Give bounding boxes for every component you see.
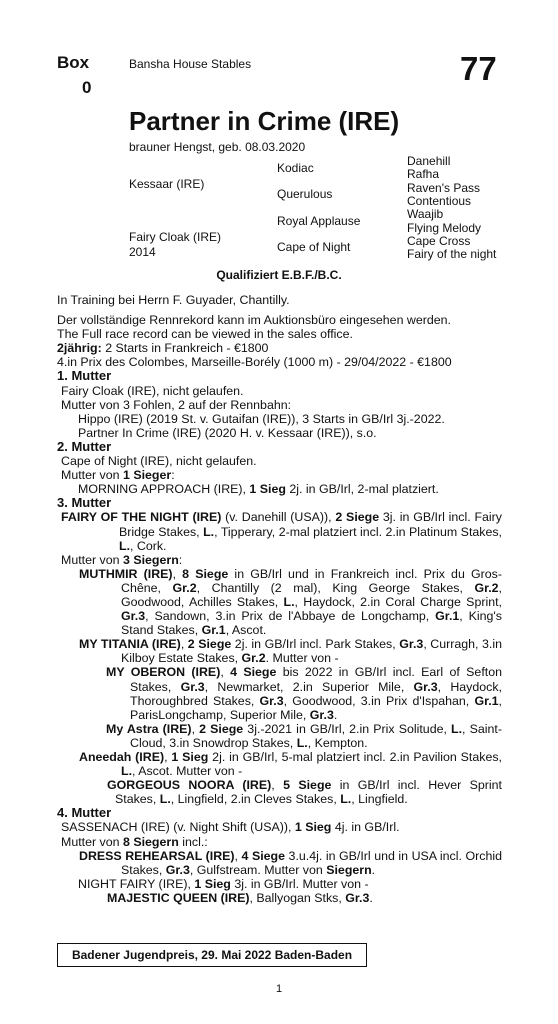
box-number: 0 [82, 78, 92, 97]
pedigree-ggen: Cape Cross [407, 234, 471, 248]
pedigree-ggen: Raven's Pass [407, 181, 480, 195]
offspring-muthmir: MUTHMIR (IRE), 8 Siege in GB/Irl und in Frankreich incl. Prix du Gros-Chêne, Gr.2, Chantilly (2 mal), King George Stakes, Gr.2, Goodwood, Achilles Stakes, L., Haydock, 2.in Coral Charge Sprint, Gr.3, Sandown, 3.in Prix de l'Abbaye de Longchamp, Gr.1, King's Stand Stakes, Gr.1, Ascot. [79, 566, 502, 638]
section-heading: 3. Mutter [57, 495, 112, 511]
catalogue-body [57, 293, 502, 905]
two-year-old-detail: 4.in Prix des Colombes, Marseille-Borély (1000 m) - 29/04/2022 - €1800 [57, 355, 452, 370]
offspring-line: Hippo (IRE) (2019 St. v. Gutaifan (IRE)), 3 Starts in GB/Irl 3j.-2022. [78, 411, 445, 426]
pedigree-dam: Fairy Cloak (IRE) [129, 230, 222, 244]
stable-name: Bansha House Stables [129, 57, 252, 71]
produce-line: Mutter von 8 Siegern incl.: [61, 834, 208, 849]
offspring-line: Partner In Crime (IRE) (2020 H. v. Kessaar (IRE)), s.o. [78, 425, 377, 440]
offspring-gorgeous-noora: GORGEOUS NOORA (IRE), 5 Siege in GB/Irl incl. Hever Sprint Stakes, L., Lingfield, 2.in Cleves Stakes, L., Lingfield. [107, 778, 502, 807]
pedigree-ggen: Rafha [407, 167, 440, 181]
offspring-my-astra: My Astra (IRE), 2 Siege 3j.-2021 in GB/Irl, 2.in Prix Solitude, L., Saint-Cloud, 3.in Snowdrop Stakes, L., Kempton. [106, 721, 502, 750]
race-engagement-text: Badener Jugendpreis, 29. Mai 2022 Baden-Baden [71, 948, 353, 962]
produce-line: Mutter von 1 Sieger: [61, 468, 175, 483]
pedigree-dam-sire: Royal Applause [277, 214, 361, 228]
pedigree-dam-dam: Cape of Night [277, 240, 351, 254]
section-heading: 4. Mutter [57, 805, 112, 821]
horse-description: brauner Hengst, geb. 08.03.2020 [129, 140, 306, 154]
pedigree-sire-sire: Kodiac [277, 161, 314, 175]
pedigree-ggen: Contentious [407, 194, 472, 208]
offspring-majestic-queen: MAJESTIC QUEEN (IRE), Ballyogan Stks, Gr.3. [107, 890, 373, 905]
dam-line: Fairy Cloak (IRE), nicht gelaufen. [61, 383, 244, 398]
lot-number: 77 [460, 50, 497, 87]
offspring-my-oberon: MY OBERON (IRE), 4 Siege bis 2022 in GB/Irl incl. Earl of Sefton Stakes, Gr.3, Newmarket, 2.in Superior Mile, Gr.3, Haydock, Thoroughbred Stakes, Gr.3, Goodwood, 3.in Prix d'Ispahan, Gr.1, ParisLongchamp, Superior Mile, Gr.3. [106, 665, 502, 722]
dam-line: FAIRY OF THE NIGHT (IRE) (v. Danehill (USA)), 2 Siege 3j. in GB/Irl incl. Fairy Bridge Stakes, L., Tipperary, 2-mal platziert incl. 2.in Platinum Stakes, L., Cork. [61, 510, 503, 553]
section-heading: 1. Mutter [57, 368, 112, 384]
pedigree-sire: Kessaar (IRE) [129, 177, 205, 191]
pedigree-sire-dam: Querulous [277, 187, 333, 201]
pedigree-ggen: Danehill [407, 154, 451, 168]
dam-line: SASSENACH (IRE) (v. Night Shift (USA)), 1 Sieg 4j. in GB/Irl. [61, 820, 400, 835]
produce-line: Mutter von 3 Fohlen, 2 auf der Rennbahn: [61, 397, 292, 412]
section-heading: 2. Mutter [57, 438, 112, 454]
offspring-aneedah: Aneedah (IRE), 1 Sieg 2j. in GB/Irl, 5-mal platziert incl. 2.in Pavilion Stakes, L., Ascot. Mutter von - [79, 750, 502, 779]
pedigree-ggen: Flying Melody [407, 221, 482, 235]
record-note-de: Der vollständige Rennrekord kann im Auktionsbüro eingesehen werden. [57, 313, 451, 328]
race-engagement [57, 943, 367, 967]
produce-line: Mutter von 3 Siegern: [61, 552, 183, 567]
pedigree-dam-year: 2014 [129, 245, 156, 259]
two-year-old-summary: 2jährig: 2 Starts in Frankreich - €1800 [57, 341, 269, 356]
pedigree-ggen: Waajib [407, 207, 444, 221]
box-label: Box [57, 53, 90, 72]
record-note-en: The Full race record can be viewed in the sales office. [57, 327, 353, 342]
offspring-my-titania: MY TITANIA (IRE), 2 Siege 2j. in GB/Irl incl. Park Stakes, Gr.3, Curragh, 3.in Kilboy Estate Stakes, Gr.2. Mutter von - [79, 637, 502, 666]
horse-name: Partner in Crime (IRE) [129, 106, 400, 136]
training-note: In Training bei Herrn F. Guyader, Chantilly. [57, 293, 290, 307]
page-number: 1 [275, 983, 283, 995]
pedigree-ggen: Fairy of the night [407, 247, 497, 261]
qualification: Qualifiziert E.B.F./B.C. [216, 268, 342, 282]
offspring-dress-rehearsal: DRESS REHEARSAL (IRE), 4 Siege 3.u.4j. in GB/Irl und in USA incl. Orchid Stakes, Gr.3, Gulfstream. Mutter von Siegern. [79, 848, 502, 877]
offspring-line: MORNING APPROACH (IRE), 1 Sieg 2j. in GB/Irl, 2-mal platziert. [78, 482, 439, 497]
dam-line: Cape of Night (IRE), nicht gelaufen. [61, 454, 257, 469]
offspring-night-fairy: NIGHT FAIRY (IRE), 1 Sieg 3j. in GB/Irl. Mutter von - [78, 876, 369, 891]
